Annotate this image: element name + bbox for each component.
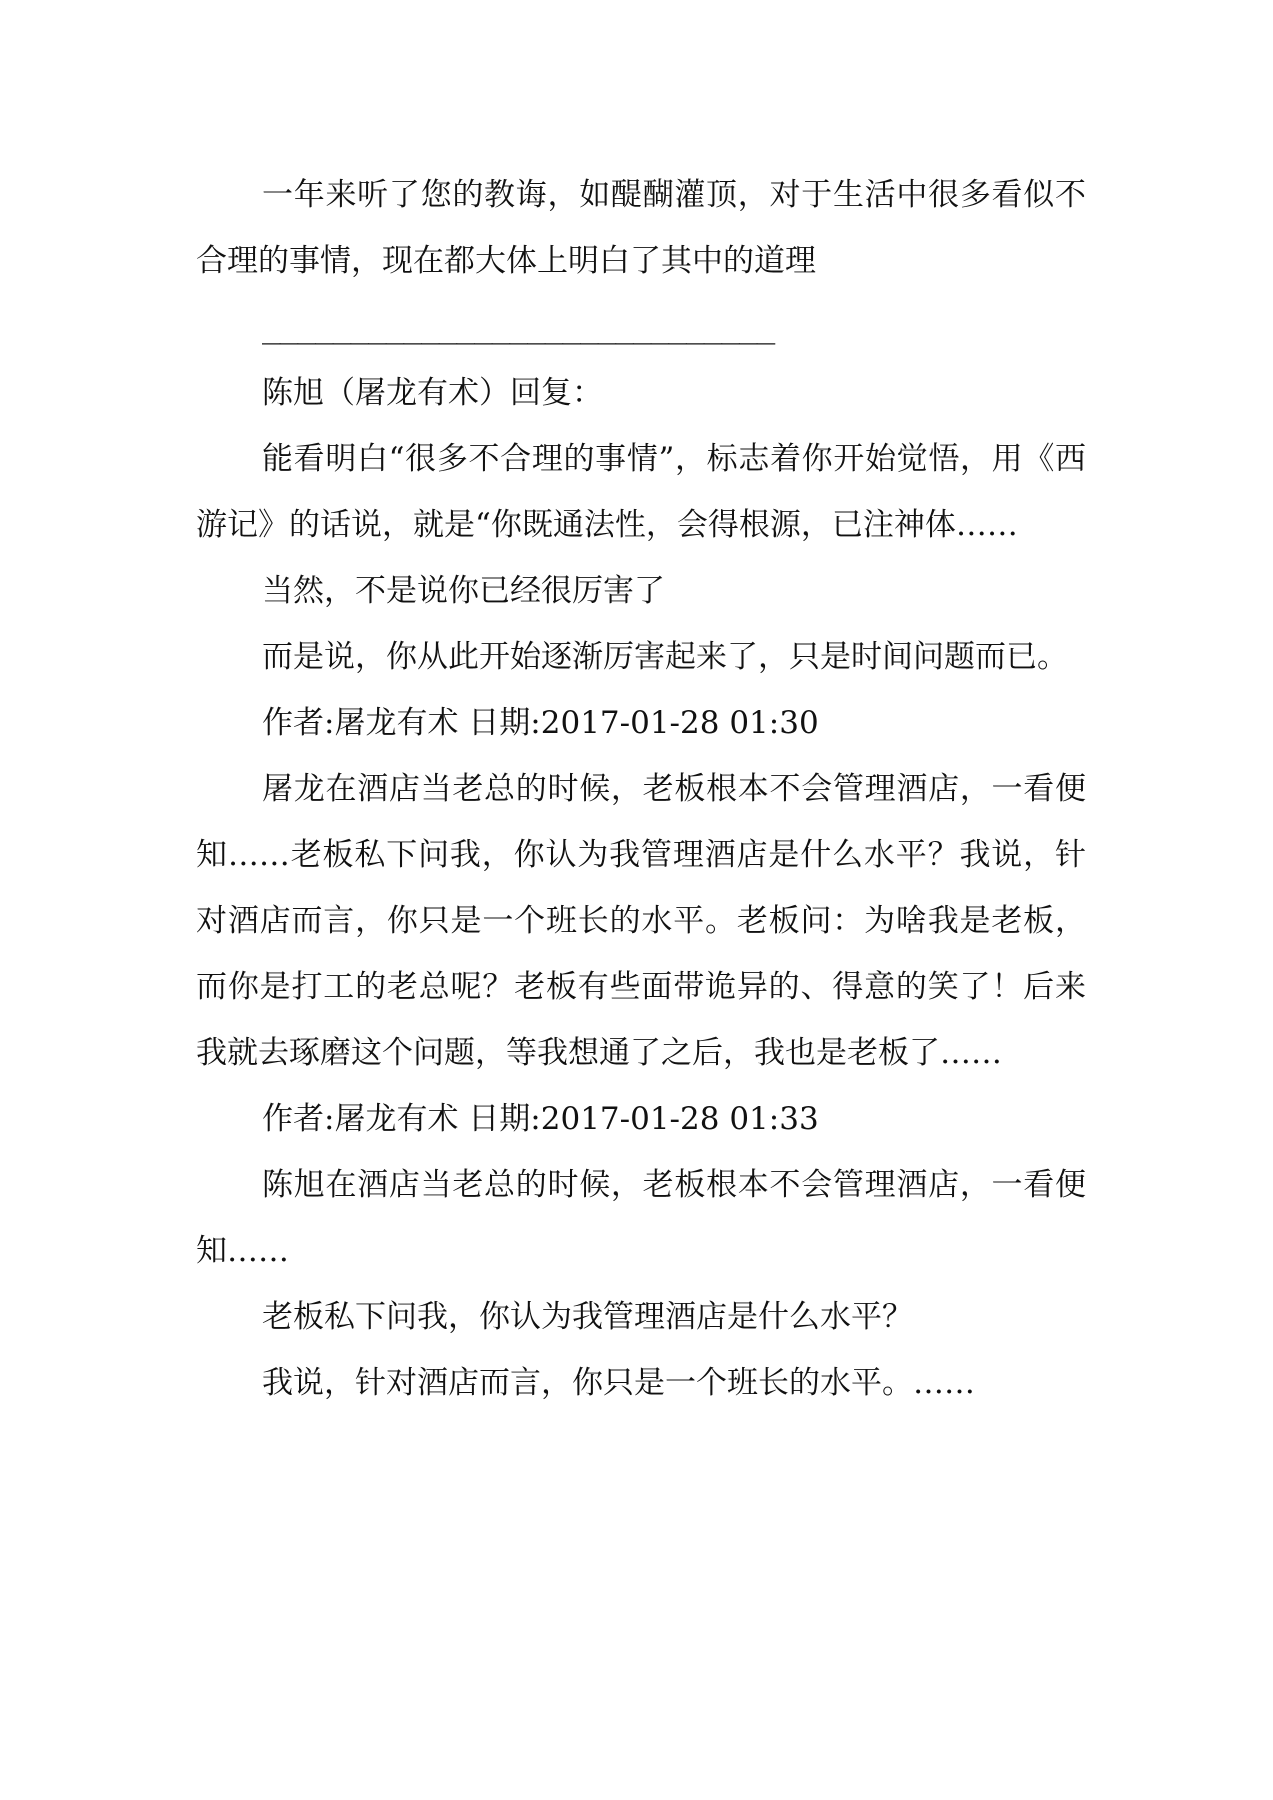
paragraph-reply-1: 能看明白“很多不合理的事情”，标志着你开始觉悟，用《西游记》的话说，就是“你既通法性，会得根源，已注神体……	[196, 441, 1086, 543]
reply-heading: 陈旭（屠龙有术）回复：	[262, 375, 603, 411]
paragraph-reply-2: 当然，不是说你已经很厉害了	[262, 573, 665, 609]
paragraph-story-4: 我说，针对酒店而言，你只是一个班长的水平。……	[262, 1365, 975, 1401]
paragraph-story-1: 屠龙在酒店当老总的时候，老板根本不会管理酒店，一看便知……老板私下问我，你认为我管理酒店是什么水平？我说，针对酒店而言，你只是一个班长的水平。老板问：为啥我是老板，而你是打工的老总呢？老板有些面带诡异的、得意的笑了！后来我就去琢磨这个问题，等我想通了之后，我也是老板了……	[196, 771, 1086, 1071]
paragraph-story-3: 老板私下问我，你认为我管理酒店是什么水平？	[262, 1299, 913, 1335]
author-date-line-1: 作者:屠龙有术 日期:2017-01-28 01:30	[262, 705, 819, 741]
paragraph-question: 一年来听了您的教诲，如醍醐灌顶，对于生活中很多看似不合理的事情，现在都大体上明白了其中的道理	[196, 177, 1086, 279]
paragraph-reply-3: 而是说，你从此开始逐渐厉害起来了，只是时间问题而已。	[262, 639, 1068, 675]
document-page	[196, 162, 1086, 1416]
divider-line: _____________________________	[262, 309, 775, 345]
paragraph-story-2: 陈旭在酒店当老总的时候，老板根本不会管理酒店，一看便知……	[196, 1167, 1086, 1269]
author-date-line-2: 作者:屠龙有术 日期:2017-01-28 01:33	[262, 1101, 819, 1137]
